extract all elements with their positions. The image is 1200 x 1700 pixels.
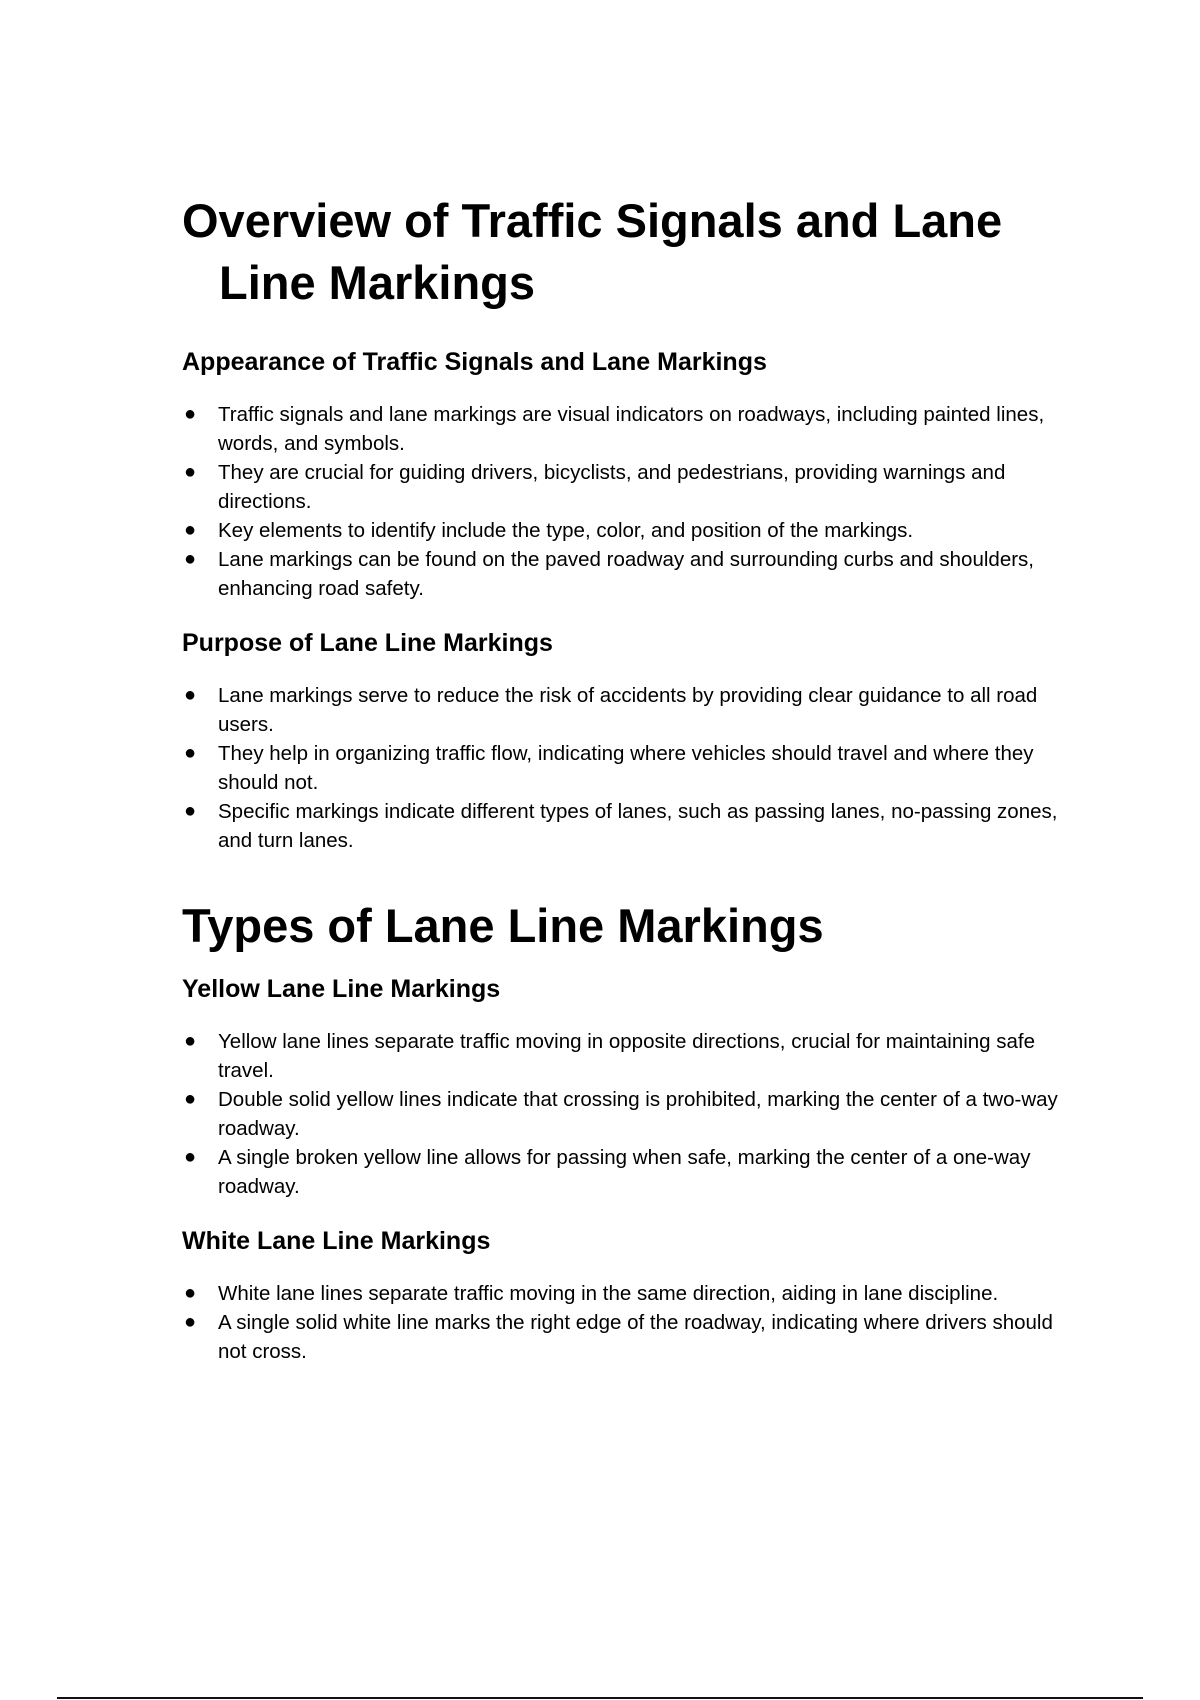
bullet-icon: ● xyxy=(184,684,197,706)
list-item-text: They are crucial for guiding drivers, bicyclists, and pedestrians, providing warnings and directions. xyxy=(218,461,1006,513)
bullet-icon: ● xyxy=(184,800,197,822)
list-item xyxy=(182,797,1082,855)
list-item xyxy=(182,1308,1082,1366)
bullet-icon: ● xyxy=(184,403,197,425)
list-item xyxy=(182,1143,1082,1201)
footer-divider xyxy=(57,1697,1143,1699)
section-title: Overview of Traffic Signals and Lane Line Markings xyxy=(182,194,1003,309)
list-item-text: A single broken yellow line allows for passing when safe, marking the center of a one-way roadway. xyxy=(218,1146,1031,1198)
list-item xyxy=(182,1085,1082,1143)
list-item-text: White lane lines separate traffic moving in the same direction, aiding in lane discipline. xyxy=(218,1282,999,1305)
bullet-list xyxy=(182,1027,1082,1201)
bullet-list xyxy=(182,400,1082,603)
list-item-text: Lane markings can be found on the paved roadway and surrounding curbs and shoulders, enhancing road safety. xyxy=(218,548,1034,600)
list-item xyxy=(182,458,1082,516)
list-item-text: Yellow lane lines separate traffic moving in opposite directions, crucial for maintaining safe travel. xyxy=(218,1030,1036,1082)
list-item-text: Double solid yellow lines indicate that crossing is prohibited, marking the center of a two-way roadway. xyxy=(218,1088,1058,1140)
subsection-heading: Yellow Lane Line Markings xyxy=(182,975,501,1003)
document-page xyxy=(182,190,1082,1366)
bullet-icon: ● xyxy=(184,461,197,483)
list-item xyxy=(182,1027,1082,1085)
list-item-text: A single solid white line marks the right edge of the roadway, indicating where drivers should not cross. xyxy=(218,1311,1053,1363)
list-item-text: Key elements to identify include the type, color, and position of the markings. xyxy=(218,519,914,542)
list-item-text: Specific markings indicate different types of lanes, such as passing lanes, no-passing zones, and turn lanes. xyxy=(218,800,1058,852)
bullet-list xyxy=(182,681,1082,855)
section-title: Types of Lane Line Markings xyxy=(182,899,824,952)
bullet-icon: ● xyxy=(184,1311,197,1333)
bullet-icon: ● xyxy=(184,1146,197,1168)
list-item-text: Lane markings serve to reduce the risk of accidents by providing clear guidance to all road users. xyxy=(218,684,1038,736)
bullet-icon: ● xyxy=(184,519,197,541)
list-item xyxy=(182,545,1082,603)
list-item xyxy=(182,739,1082,797)
subsection-heading: Purpose of Lane Line Markings xyxy=(182,629,553,657)
bullet-icon: ● xyxy=(184,1282,197,1304)
subsection-heading: Appearance of Traffic Signals and Lane Markings xyxy=(182,348,767,376)
list-item xyxy=(182,681,1082,739)
bullet-icon: ● xyxy=(184,1030,197,1052)
list-item-text: They help in organizing traffic flow, indicating where vehicles should travel and where they should not. xyxy=(218,742,1034,794)
list-item xyxy=(182,516,1082,545)
bullet-icon: ● xyxy=(184,742,197,764)
list-item xyxy=(182,400,1082,458)
bullet-list xyxy=(182,1279,1082,1366)
list-item-text: Traffic signals and lane markings are visual indicators on roadways, including painted lines, words, and symbols. xyxy=(218,403,1045,455)
bullet-icon: ● xyxy=(184,548,197,570)
subsection-heading: White Lane Line Markings xyxy=(182,1227,491,1255)
bullet-icon: ● xyxy=(184,1088,197,1110)
list-item xyxy=(182,1279,1082,1308)
